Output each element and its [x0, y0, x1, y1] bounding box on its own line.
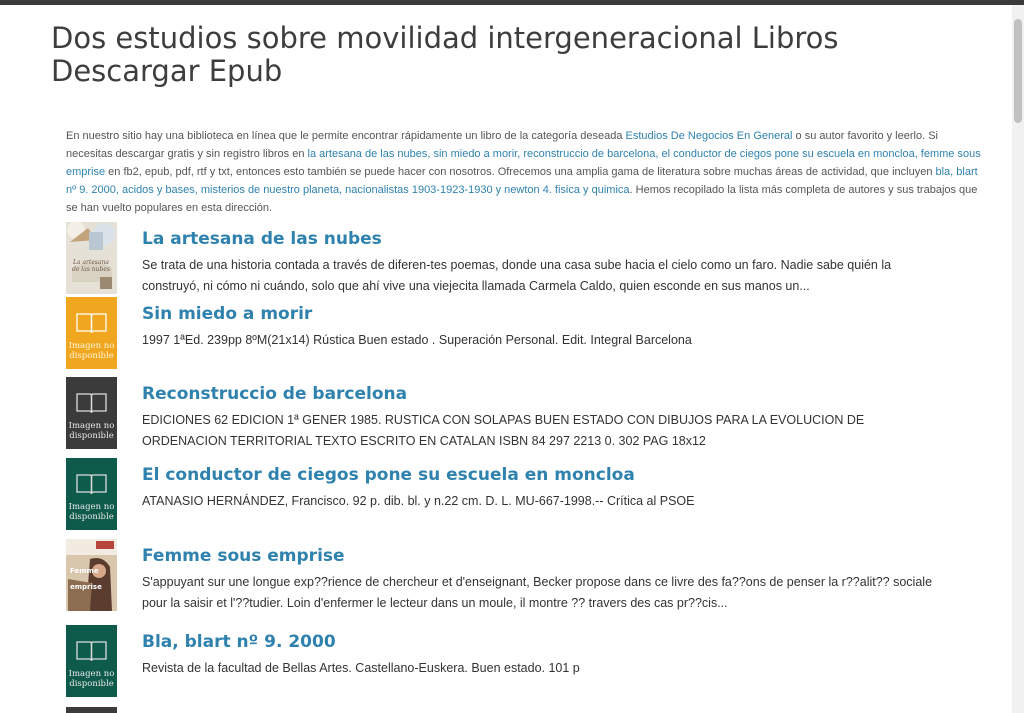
book-description: ATANASIO HERNÁNDEZ, Francisco. 92 p. dib. bl. y n.22 cm. D. L. MU-667-1998.-- Crítica al PSOE	[142, 494, 695, 508]
svg-text:de las nubes: de las nubes	[72, 266, 110, 273]
book-cover[interactable]	[66, 458, 117, 530]
book-title[interactable]: Femme sous emprise	[142, 546, 345, 566]
book-title[interactable]: La artesana de las nubes	[142, 229, 382, 249]
svg-text:La artesana: La artesana	[73, 259, 109, 266]
intro-paragraph	[66, 127, 986, 217]
book-description: Revista de la facultad de Bellas Artes. Castellano-Euskera. Buen estado. 101 p	[142, 661, 580, 675]
placeholder-label: Imagen no disponible	[68, 341, 115, 361]
book-title[interactable]: Reconstruccio de barcelona	[142, 384, 408, 404]
placeholder-label: Imagen no disponible	[68, 669, 115, 689]
book-cover[interactable]	[66, 222, 117, 294]
svg-text:Femme: Femme	[70, 567, 99, 575]
book-placeholder-icon	[75, 391, 108, 415]
intro-text: . Hemos recopilado la lista más completa de autores y sus trabajos que se han vuelto populares en esta dirección.	[66, 184, 978, 214]
book-placeholder-icon	[75, 472, 108, 496]
book-title[interactable]: Sin miedo a morir	[142, 304, 313, 324]
book-description: Se trata de una historia contada a través de diferen-tes poemas, donde una casa sube hacia el cielo como un faro. Nadie sabe quién la construyó, ni cómo ni cuándo, solo que ahí vive una viejecita llamada Carmela Caldo, quien esconde en sus manos un...	[142, 258, 892, 293]
book-links-group-1[interactable]: la artesana de las nubes, sin miedo a morir, reconstruccio de barcelona, el conductor de ciegos pone su escuela en moncloa, femme sous emprise	[66, 148, 981, 178]
book-cover[interactable]	[66, 707, 117, 713]
book-placeholder-icon	[75, 639, 108, 663]
book-cover[interactable]	[66, 539, 117, 611]
book-cover[interactable]	[66, 377, 117, 449]
intro-text: En nuestro sitio hay una biblioteca en línea que le permite encontrar rápidamente un libro de la categoría deseada	[66, 130, 626, 142]
browser-top-bar	[0, 0, 1024, 5]
book-links-group-2[interactable]: bla, blart nº 9. 2000, acidos y bases, misterios de nuestro planeta, nacionalistas 1903-1923-1930 y newton 4. fisica y quimica	[66, 166, 978, 196]
book-placeholder-icon	[75, 311, 108, 335]
cover-illustration	[66, 539, 117, 611]
intro-text: o su autor favorito y leerlo. Si necesitas descargar gratis y sin registro libros en	[66, 130, 938, 160]
scrollbar-thumb[interactable]	[1014, 19, 1022, 123]
intro-text: en fb2, epub, pdf, rtf y txt, entonces esto también se puede hacer con nosotros. Ofrecemos una amplia gama de literatura sobre muchas áreas de actividad, que incluyen	[105, 166, 936, 178]
book-title[interactable]: Bla, blart nº 9. 2000	[142, 632, 336, 652]
book-description: 1997 1ªEd. 239pp 8ºM(21x14) Rústica Buen estado . Superación Personal. Edit. Integral Barcelona	[142, 333, 692, 347]
page-title: Dos estudios sobre movilidad intergeneracional Libros Descargar Epub	[51, 21, 839, 88]
placeholder-label: Imagen no disponible	[68, 502, 115, 522]
book-description: S'appuyant sur une longue exp??rience de chercheur et d'enseignant, Becker propose dans ce livre des fa??ons de penser la r??alit?? sociale pour la saisir et l'??tudier. Loin d'enfermer le lecteur dans un moule, il montre ?? travers des cas pr??cis...	[142, 575, 933, 610]
cover-illustration	[66, 222, 117, 294]
svg-text:emprise: emprise	[70, 583, 102, 591]
scrollbar[interactable]	[1012, 5, 1024, 713]
book-cover[interactable]	[66, 625, 117, 697]
placeholder-label: Imagen no disponible	[68, 421, 115, 441]
book-title[interactable]: El conductor de ciegos pone su escuela en moncloa	[142, 465, 635, 485]
book-cover[interactable]	[66, 297, 117, 369]
category-link[interactable]: Estudios De Negocios En General	[625, 130, 793, 142]
book-description: EDICIONES 62 EDICION 1ª GENER 1985. RUSTICA CON SOLAPAS BUEN ESTADO CON DIBUJOS PARA LA EVOLUCION DE ORDENACION TERRITORIAL TEXTO ESCRITO EN CATALAN ISBN 84 297 2213 0. 302 PAG 18x12	[142, 413, 865, 448]
